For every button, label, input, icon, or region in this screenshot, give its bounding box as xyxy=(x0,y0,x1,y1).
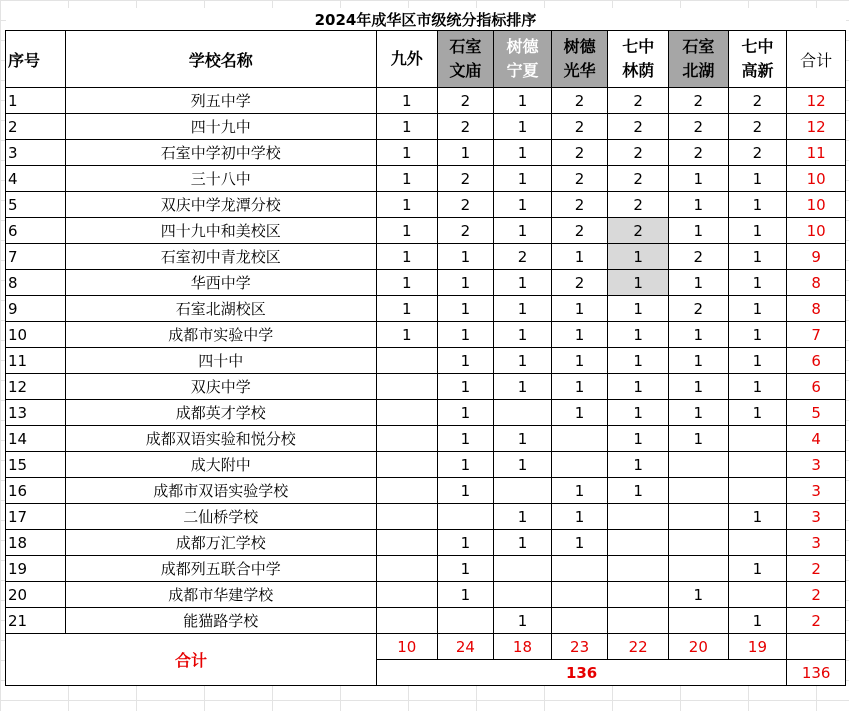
cell-quota[interactable]: 1 xyxy=(728,296,787,322)
header-total[interactable]: 合计 xyxy=(787,31,846,88)
cell-quota[interactable]: 2 xyxy=(551,270,608,296)
cell-quota[interactable] xyxy=(608,530,669,556)
cell-quota[interactable] xyxy=(376,582,437,608)
cell-school-name[interactable]: 成都列五联合中学 xyxy=(65,556,376,582)
cell-quota[interactable]: 1 xyxy=(669,374,729,400)
cell-quota[interactable]: 1 xyxy=(494,270,552,296)
cell-school-name[interactable]: 成大附中 xyxy=(65,452,376,478)
table-row xyxy=(6,166,846,192)
cell-quota[interactable] xyxy=(728,530,787,556)
cell-quota[interactable] xyxy=(728,452,787,478)
cell-quota[interactable]: 1 xyxy=(608,348,669,374)
cell-school-name[interactable]: 四十九中 xyxy=(65,114,376,140)
cell-quota[interactable]: 1 xyxy=(551,348,608,374)
cell-quota[interactable]: 2 xyxy=(669,88,729,114)
cell-quota[interactable]: 1 xyxy=(551,530,608,556)
cell-school-name[interactable]: 成都市实验中学 xyxy=(65,322,376,348)
totals-label[interactable]: 合计 xyxy=(6,634,377,686)
cell-quota[interactable]: 1 xyxy=(437,140,494,166)
cell-quota[interactable]: 1 xyxy=(728,348,787,374)
cell-quota[interactable]: 2 xyxy=(551,192,608,218)
cell-quota[interactable] xyxy=(669,478,729,504)
cell-row-total[interactable]: 10 xyxy=(787,218,846,244)
table-row xyxy=(6,192,846,218)
cell-quota[interactable]: 1 xyxy=(494,114,552,140)
cell-quota[interactable]: 2 xyxy=(669,296,729,322)
header-jiuwai[interactable]: 九外 xyxy=(376,31,437,88)
cell-quota[interactable]: 1 xyxy=(437,400,494,426)
cell-quota[interactable] xyxy=(376,374,437,400)
cell-quota[interactable]: 2 xyxy=(608,192,669,218)
cell-quota[interactable]: 2 xyxy=(608,114,669,140)
cell-quota[interactable] xyxy=(376,556,437,582)
cell-quota[interactable]: 2 xyxy=(728,140,787,166)
cell-quota[interactable]: 1 xyxy=(669,322,729,348)
cell-quota[interactable] xyxy=(608,582,669,608)
cell-quota[interactable] xyxy=(551,452,608,478)
cell-quota[interactable] xyxy=(494,582,552,608)
cell-row-total[interactable]: 2 xyxy=(787,608,846,634)
cell-seq[interactable]: 18 xyxy=(6,530,66,556)
cell-column-total[interactable]: 20 xyxy=(669,634,729,660)
cell-quota[interactable]: 1 xyxy=(608,400,669,426)
cell-seq[interactable]: 20 xyxy=(6,582,66,608)
header-qizhong-gaoxin[interactable]: 七中 高新 xyxy=(728,31,787,88)
cell-row-total[interactable]: 10 xyxy=(787,192,846,218)
cell-quota[interactable]: 1 xyxy=(494,426,552,452)
cell-quota[interactable]: 1 xyxy=(608,478,669,504)
header-school-name[interactable]: 学校名称 xyxy=(65,31,376,88)
cell-school-name[interactable]: 四十九中和美校区 xyxy=(65,218,376,244)
cell-seq[interactable]: 14 xyxy=(6,426,66,452)
cell-quota[interactable]: 1 xyxy=(608,244,669,270)
cell-quota[interactable] xyxy=(669,504,729,530)
cell-column-total[interactable]: 10 xyxy=(376,634,437,660)
cell-quota[interactable]: 2 xyxy=(437,192,494,218)
cell-row-total[interactable]: 8 xyxy=(787,270,846,296)
cell-quota[interactable]: 2 xyxy=(437,218,494,244)
table-row xyxy=(6,530,846,556)
cell-quota[interactable]: 1 xyxy=(437,244,494,270)
cell-quota[interactable]: 1 xyxy=(437,296,494,322)
table-row xyxy=(6,114,846,140)
cell-empty[interactable] xyxy=(787,634,846,660)
cell-quota[interactable]: 1 xyxy=(437,270,494,296)
cell-quota[interactable]: 1 xyxy=(728,218,787,244)
cell-school-name[interactable]: 华西中学 xyxy=(65,270,376,296)
cell-school-name[interactable]: 列五中学 xyxy=(65,88,376,114)
cell-row-total[interactable]: 5 xyxy=(787,400,846,426)
cell-quota[interactable] xyxy=(376,426,437,452)
cell-quota[interactable]: 1 xyxy=(437,530,494,556)
cell-quota[interactable]: 1 xyxy=(551,400,608,426)
cell-quota[interactable]: 2 xyxy=(669,114,729,140)
cell-quota[interactable]: 1 xyxy=(376,192,437,218)
cell-quota[interactable] xyxy=(494,556,552,582)
cell-seq[interactable]: 16 xyxy=(6,478,66,504)
cell-school-name[interactable]: 三十八中 xyxy=(65,166,376,192)
cell-quota[interactable] xyxy=(376,348,437,374)
cell-quota[interactable] xyxy=(376,504,437,530)
table-row xyxy=(6,218,846,244)
cell-quota[interactable]: 1 xyxy=(728,244,787,270)
cell-seq[interactable]: 12 xyxy=(6,374,66,400)
header-qizhong-linyin[interactable]: 七中 林荫 xyxy=(608,31,669,88)
cell-quota[interactable]: 1 xyxy=(494,192,552,218)
cell-row-total[interactable]: 9 xyxy=(787,244,846,270)
cell-column-total[interactable]: 24 xyxy=(437,634,494,660)
cell-quota[interactable]: 1 xyxy=(728,504,787,530)
cell-quota[interactable]: 1 xyxy=(728,270,787,296)
cell-quota[interactable] xyxy=(551,608,608,634)
table-row xyxy=(6,452,846,478)
cell-school-name[interactable]: 成都市华建学校 xyxy=(65,582,376,608)
cell-quota[interactable]: 1 xyxy=(376,244,437,270)
cell-quota[interactable] xyxy=(494,400,552,426)
cell-quota[interactable]: 1 xyxy=(608,296,669,322)
cell-quota[interactable]: 1 xyxy=(669,218,729,244)
cell-quota[interactable] xyxy=(728,582,787,608)
cell-quota[interactable]: 2 xyxy=(437,166,494,192)
cell-quota[interactable]: 2 xyxy=(608,140,669,166)
cell-row-total[interactable]: 3 xyxy=(787,504,846,530)
cell-quota[interactable]: 1 xyxy=(376,270,437,296)
cell-quota[interactable]: 2 xyxy=(608,218,669,244)
cell-quota[interactable]: 1 xyxy=(437,478,494,504)
cell-quota[interactable]: 2 xyxy=(551,88,608,114)
cell-row-total[interactable]: 4 xyxy=(787,426,846,452)
cell-quota[interactable]: 1 xyxy=(494,218,552,244)
cell-quota[interactable] xyxy=(608,608,669,634)
cell-quota[interactable]: 1 xyxy=(669,192,729,218)
cell-quota[interactable]: 2 xyxy=(551,218,608,244)
table-row xyxy=(6,244,846,270)
cell-row-total[interactable]: 11 xyxy=(787,140,846,166)
cell-quota[interactable]: 1 xyxy=(669,348,729,374)
cell-seq[interactable]: 21 xyxy=(6,608,66,634)
cell-quota[interactable]: 2 xyxy=(669,244,729,270)
cell-quota[interactable]: 2 xyxy=(551,114,608,140)
table-row xyxy=(6,478,846,504)
cell-quota[interactable]: 1 xyxy=(669,270,729,296)
cell-seq[interactable]: 4 xyxy=(6,166,66,192)
header-shude-ningxia[interactable]: 树德 宁夏 xyxy=(494,31,552,88)
cell-quota[interactable]: 1 xyxy=(669,582,729,608)
cell-quota[interactable]: 1 xyxy=(494,88,552,114)
cell-row-total[interactable]: 7 xyxy=(787,322,846,348)
cell-seq[interactable]: 1 xyxy=(6,88,66,114)
table-row xyxy=(6,504,846,530)
table-row xyxy=(6,374,846,400)
totals-row xyxy=(6,634,846,660)
cell-quota[interactable]: 1 xyxy=(728,400,787,426)
cell-school-name[interactable]: 双庆中学龙潭分校 xyxy=(65,192,376,218)
cell-quota[interactable]: 1 xyxy=(437,452,494,478)
cell-quota[interactable]: 1 xyxy=(437,374,494,400)
cell-school-name[interactable]: 二仙桥学校 xyxy=(65,504,376,530)
cell-quota[interactable] xyxy=(728,478,787,504)
table-row xyxy=(6,556,846,582)
cell-quota[interactable]: 2 xyxy=(608,88,669,114)
header-shishi-wenmiao[interactable]: 石室 文庙 xyxy=(437,31,494,88)
cell-seq[interactable]: 7 xyxy=(6,244,66,270)
cell-quota[interactable]: 1 xyxy=(551,296,608,322)
table-row xyxy=(6,400,846,426)
cell-seq[interactable]: 11 xyxy=(6,348,66,374)
table-row xyxy=(6,88,846,114)
cell-row-total[interactable]: 12 xyxy=(787,88,846,114)
cell-quota[interactable] xyxy=(376,452,437,478)
cell-quota[interactable] xyxy=(376,608,437,634)
cell-quota[interactable]: 1 xyxy=(608,270,669,296)
cell-seq[interactable]: 2 xyxy=(6,114,66,140)
cell-quota[interactable]: 1 xyxy=(437,582,494,608)
cell-quota[interactable]: 1 xyxy=(437,426,494,452)
cell-seq[interactable]: 3 xyxy=(6,140,66,166)
cell-row-total[interactable]: 3 xyxy=(787,530,846,556)
cell-school-name[interactable]: 石室初中青龙校区 xyxy=(65,244,376,270)
cell-quota[interactable]: 1 xyxy=(437,348,494,374)
cell-quota[interactable]: 1 xyxy=(728,166,787,192)
cell-quota[interactable]: 2 xyxy=(437,88,494,114)
cell-row-total[interactable]: 8 xyxy=(787,296,846,322)
cell-quota[interactable] xyxy=(669,452,729,478)
cell-row-total[interactable]: 12 xyxy=(787,114,846,140)
cell-quota[interactable]: 1 xyxy=(494,530,552,556)
cell-seq[interactable]: 6 xyxy=(6,218,66,244)
cell-quota[interactable] xyxy=(376,478,437,504)
cell-quota[interactable]: 1 xyxy=(551,244,608,270)
cell-quota[interactable]: 1 xyxy=(376,296,437,322)
header-row xyxy=(6,31,846,88)
cell-seq[interactable]: 10 xyxy=(6,322,66,348)
cell-quota[interactable]: 1 xyxy=(376,88,437,114)
cell-quota[interactable]: 2 xyxy=(437,114,494,140)
cell-quota[interactable]: 2 xyxy=(728,88,787,114)
cell-column-total[interactable]: 23 xyxy=(551,634,608,660)
cell-quota[interactable]: 1 xyxy=(437,556,494,582)
header-shude-guanghua[interactable]: 树德 光华 xyxy=(551,31,608,88)
cell-quota[interactable] xyxy=(669,608,729,634)
table-row xyxy=(6,270,846,296)
cell-row-total[interactable]: 6 xyxy=(787,374,846,400)
table-row xyxy=(6,322,846,348)
cell-school-name[interactable]: 成都英才学校 xyxy=(65,400,376,426)
cell-row-total[interactable]: 2 xyxy=(787,556,846,582)
cell-school-name[interactable]: 成都市双语实验学校 xyxy=(65,478,376,504)
cell-quota[interactable]: 1 xyxy=(494,504,552,530)
cell-quota[interactable] xyxy=(728,426,787,452)
cell-quota[interactable] xyxy=(437,504,494,530)
cell-row-total[interactable]: 3 xyxy=(787,452,846,478)
cell-quota[interactable]: 1 xyxy=(437,322,494,348)
cell-quota[interactable]: 1 xyxy=(376,166,437,192)
cell-quota[interactable] xyxy=(494,478,552,504)
cell-quota[interactable]: 2 xyxy=(728,114,787,140)
cell-quota[interactable]: 1 xyxy=(728,374,787,400)
cell-quota[interactable]: 1 xyxy=(608,322,669,348)
cell-quota[interactable]: 1 xyxy=(608,374,669,400)
header-shishi-beihu[interactable]: 石室 北湖 xyxy=(669,31,729,88)
table-title[interactable]: 2024年成华区市级统分指标排序 xyxy=(6,8,846,31)
cell-quota[interactable]: 1 xyxy=(669,400,729,426)
cell-quota[interactable] xyxy=(376,400,437,426)
grand-total-merged[interactable]: 136 xyxy=(376,660,786,686)
cell-quota[interactable]: 2 xyxy=(494,244,552,270)
cell-school-name[interactable]: 石室北湖校区 xyxy=(65,296,376,322)
cell-quota[interactable] xyxy=(551,556,608,582)
cell-row-total[interactable]: 2 xyxy=(787,582,846,608)
cell-quota[interactable]: 1 xyxy=(494,348,552,374)
index-ranking-table xyxy=(5,8,846,686)
cell-quota[interactable]: 1 xyxy=(494,452,552,478)
table-row xyxy=(6,582,846,608)
cell-quota[interactable]: 1 xyxy=(669,166,729,192)
cell-quota[interactable]: 1 xyxy=(608,426,669,452)
cell-quota[interactable]: 2 xyxy=(551,140,608,166)
cell-quota[interactable] xyxy=(376,530,437,556)
grand-total-sum[interactable]: 136 xyxy=(787,660,846,686)
table-row xyxy=(6,296,846,322)
header-seq[interactable]: 序号 xyxy=(6,31,66,88)
cell-quota[interactable] xyxy=(437,608,494,634)
cell-quota[interactable]: 1 xyxy=(376,114,437,140)
cell-quota[interactable]: 1 xyxy=(494,140,552,166)
cell-quota[interactable] xyxy=(608,504,669,530)
cell-quota[interactable]: 2 xyxy=(608,166,669,192)
cell-seq[interactable]: 13 xyxy=(6,400,66,426)
table-row xyxy=(6,140,846,166)
cell-school-name[interactable]: 能猫路学校 xyxy=(65,608,376,634)
table-row xyxy=(6,348,846,374)
cell-quota[interactable]: 1 xyxy=(669,426,729,452)
cell-row-total[interactable]: 6 xyxy=(787,348,846,374)
cell-quota[interactable]: 1 xyxy=(494,296,552,322)
cell-quota[interactable]: 1 xyxy=(376,218,437,244)
cell-quota[interactable]: 1 xyxy=(728,608,787,634)
cell-quota[interactable]: 1 xyxy=(551,374,608,400)
cell-quota[interactable]: 1 xyxy=(551,504,608,530)
cell-row-total[interactable]: 3 xyxy=(787,478,846,504)
cell-seq[interactable]: 17 xyxy=(6,504,66,530)
table-row xyxy=(6,426,846,452)
cell-quota[interactable]: 1 xyxy=(608,452,669,478)
cell-quota[interactable] xyxy=(669,530,729,556)
cell-quota[interactable]: 1 xyxy=(728,322,787,348)
cell-row-total[interactable]: 10 xyxy=(787,166,846,192)
cell-quota[interactable]: 1 xyxy=(494,322,552,348)
cell-quota[interactable]: 2 xyxy=(669,140,729,166)
cell-quota[interactable]: 1 xyxy=(728,192,787,218)
cell-quota[interactable] xyxy=(551,426,608,452)
cell-seq[interactable]: 5 xyxy=(6,192,66,218)
cell-quota[interactable]: 1 xyxy=(494,608,552,634)
cell-quota[interactable]: 1 xyxy=(728,556,787,582)
cell-quota[interactable]: 1 xyxy=(551,478,608,504)
cell-school-name[interactable]: 石室中学初中学校 xyxy=(65,140,376,166)
cell-quota[interactable]: 1 xyxy=(376,322,437,348)
cell-school-name[interactable]: 成都双语实验和悦分校 xyxy=(65,426,376,452)
cell-quota[interactable] xyxy=(608,556,669,582)
cell-quota[interactable] xyxy=(669,556,729,582)
cell-quota[interactable]: 1 xyxy=(376,140,437,166)
cell-quota[interactable]: 1 xyxy=(494,374,552,400)
cell-quota[interactable]: 1 xyxy=(551,322,608,348)
cell-seq[interactable]: 19 xyxy=(6,556,66,582)
table-row xyxy=(6,608,846,634)
cell-column-total[interactable]: 18 xyxy=(494,634,552,660)
cell-quota[interactable]: 2 xyxy=(551,166,608,192)
cell-quota[interactable] xyxy=(551,582,608,608)
cell-seq[interactable]: 15 xyxy=(6,452,66,478)
cell-seq[interactable]: 8 xyxy=(6,270,66,296)
cell-quota[interactable]: 1 xyxy=(494,166,552,192)
cell-school-name[interactable]: 双庆中学 xyxy=(65,374,376,400)
cell-school-name[interactable]: 四十中 xyxy=(65,348,376,374)
cell-seq[interactable]: 9 xyxy=(6,296,66,322)
cell-column-total[interactable]: 22 xyxy=(608,634,669,660)
cell-school-name[interactable]: 成都万汇学校 xyxy=(65,530,376,556)
cell-column-total[interactable]: 19 xyxy=(728,634,787,660)
